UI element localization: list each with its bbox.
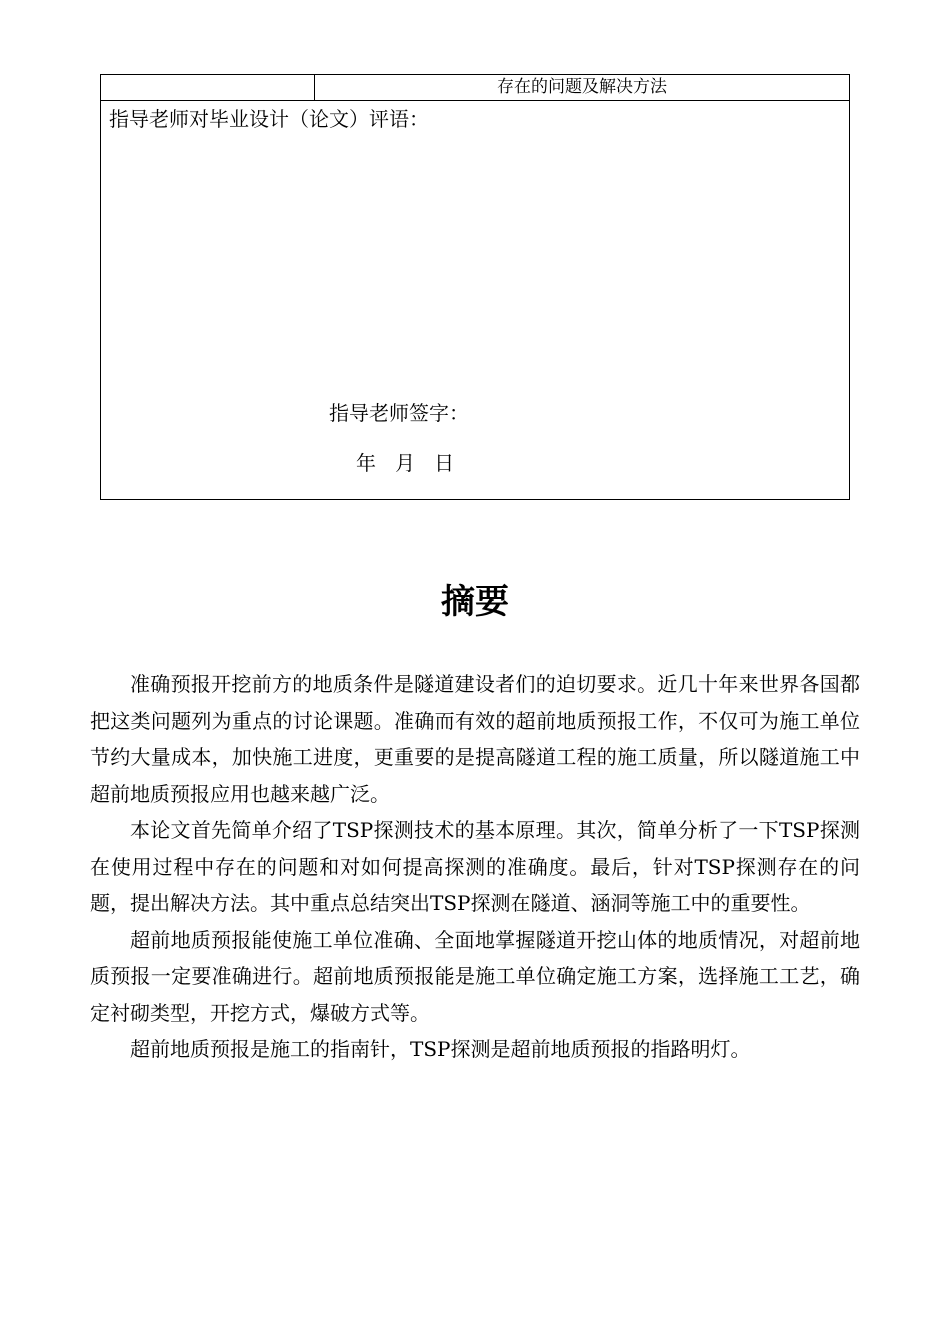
abstract-paragraph: 超前地质预报能使施工单位准确、全面地掌握隧道开挖山体的地质情况，对超前地质预报一定要准确进行。超前地质预报能是施工单位确定施工方案，选择施工工艺，确定衬砌类型，开挖方式，爆破方式等。	[90, 927, 860, 1025]
advisor-comment-label: 指导老师对毕业设计（论文）评语：	[109, 107, 429, 131]
table-header-empty-cell	[101, 75, 315, 100]
abstract-body	[90, 666, 860, 1068]
table-header-row	[101, 75, 849, 101]
abstract-paragraph: 本论文首先简单介绍了TSP探测技术的基本原理。其次，简单分析了一下TSP探测在使用过程中存在的问题和对如何提高探测的准确度。最后，针对TSP探测存在的问题，提出解决方法。其中重点总结突出TSP探测在隧道、涵洞等施工中的重要性。	[90, 818, 860, 915]
abstract-paragraph: 准确预报开挖前方的地质条件是隧道建设者们的迫切要求。近几十年来世界各国都把这类问题列为重点的讨论课题。准确而有效的超前地质预报工作，不仅可为施工单位节约大量成本，加快施工进度，更重要的是提高隧道工程的施工质量，所以隧道施工中超前地质预报应用也越来越广泛。	[90, 672, 860, 806]
abstract-paragraph: 超前地质预报是施工的指南针，TSP探测是超前地质预报的指路明灯。	[130, 1037, 751, 1061]
signature-date-line: 年 月 日	[356, 451, 455, 475]
table-header-problems-cell: 存在的问题及解决方法	[497, 77, 667, 97]
abstract-title: 摘要	[441, 582, 509, 622]
advisor-signature-label: 指导老师签字：	[329, 401, 469, 425]
evaluation-table	[100, 74, 850, 500]
